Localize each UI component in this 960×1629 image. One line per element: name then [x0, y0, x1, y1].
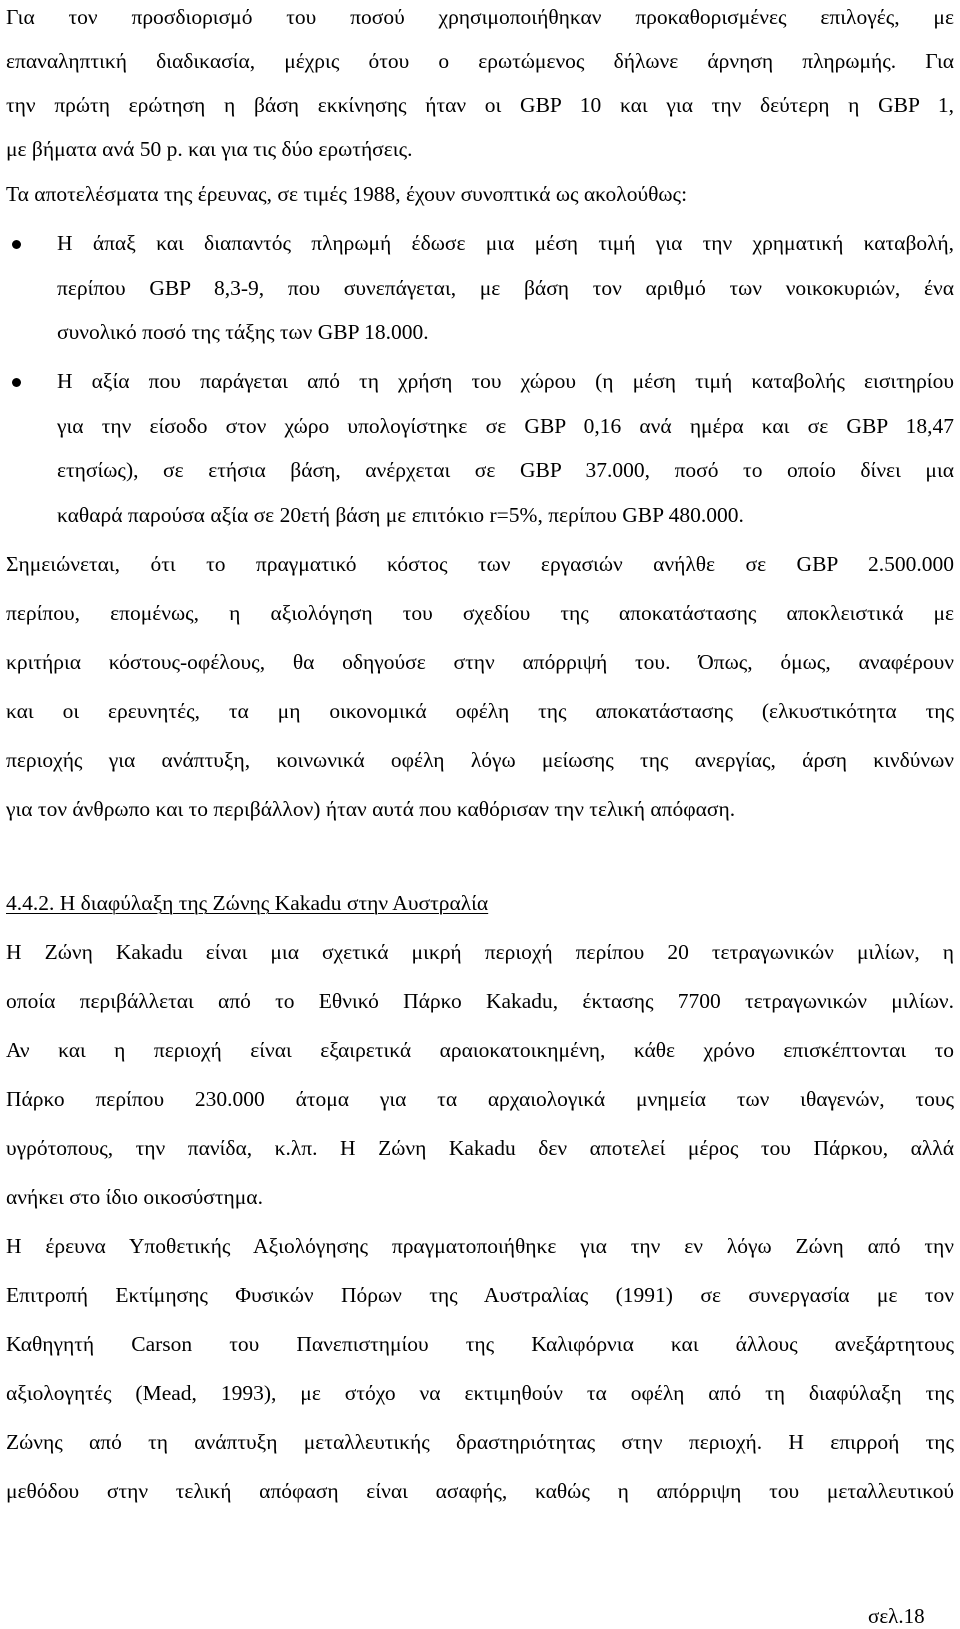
bullet-2-line-4: καθαρά παρούσα αξία σε 20ετή βάση με επιτόκιο r=5%, περίπου GBP 480.000. [57, 503, 744, 527]
paragraph-1-line-2: επαναληπτική διαδικασία, μέχρις ότου ο ερωτώμενος δήλωνε άρνηση πληρωμής. Για [6, 49, 954, 73]
bullet-icon [12, 240, 21, 249]
paragraph-2-line-5: περιοχής για ανάπτυξη, κοινωνικά οφέλη λόγω μείωσης της ανεργίας, άρση κινδύνων [6, 748, 954, 772]
section-heading: 4.4.2. Η διαφύλαξη της Ζώνης Kakadu στην Αυστραλία [6, 891, 489, 915]
bullet-2-line-2: για την είσοδο στον χώρο υπολογίστηκε σε GBP 0,16 ανά ημέρα και σε GBP 18,47 [57, 414, 954, 438]
bullet-1-line-1: Η άπαξ και διαπαντός πληρωμή έδωσε μια μέση τιμή για την χρηματική καταβολή, [57, 231, 954, 255]
paragraph-4-line-3: Καθηγητή Carson του Πανεπιστημίου της Καλιφόρνια και άλλους ανεξάρτητους [6, 1332, 954, 1356]
paragraph-2-line-6: για τον άνθρωπο και το περιβάλλον) ήταν αυτά που καθόρισαν την τελική απόφαση. [6, 797, 736, 821]
paragraph-2-line-4: και οι ερευνητές, τα μη οικονομικά οφέλη της αποκατάστασης (ελκυστικότητα της [6, 699, 954, 723]
bullet-1-line-3: συνολικό ποσό της τάξης των GBP 18.000. [57, 320, 429, 344]
results-intro: Τα αποτελέσματα της έρευνας, σε τιμές 1988, έχουν συνοπτικά ως ακολούθως: [6, 182, 688, 206]
paragraph-2-line-1: Σημειώνεται, ότι το πραγματικό κόστος των εργασιών ανήλθε σε GBP 2.500.000 [6, 552, 954, 576]
bullet-1-line-2: περίπου GBP 8,3-9, που συνεπάγεται, με βάση τον αριθμό των νοικοκυριών, ένα [57, 276, 954, 300]
paragraph-3-line-3: Αν και η περιοχή είναι εξαιρετικά αραιοκατοικημένη, κάθε χρόνο επισκέπτονται το [6, 1038, 954, 1062]
paragraph-1-line-4: με βήματα ανά 50 p. και για τις δύο ερωτήσεις. [6, 137, 413, 161]
paragraph-3-line-1: Η Ζώνη Kakadu είναι μια σχετικά μικρή περιοχή περίπου 20 τετραγωνικών μιλίων, η [6, 940, 954, 964]
paragraph-1-line-3: την πρώτη ερώτηση η βάση εκκίνησης ήταν οι GBP 10 και για την δεύτερη η GBP 1, [6, 93, 954, 117]
bullet-icon [12, 378, 21, 387]
paragraph-4-line-2: Επιτροπή Εκτίμησης Φυσικών Πόρων της Αυστραλίας (1991) σε συνεργασία με τον [6, 1283, 954, 1307]
paragraph-3-line-2: οποία περιβάλλεται από το Εθνικό Πάρκο Kakadu, έκτασης 7700 τετραγωνικών μιλίων. [6, 989, 954, 1013]
paragraph-3-line-5: υγρότοπους, την πανίδα, κ.λπ. Η Ζώνη Kakadu δεν αποτελεί μέρος του Πάρκου, αλλά [6, 1136, 954, 1160]
paragraph-4-line-1: Η έρευνα Υποθετικής Αξιολόγησης πραγματοποιήθηκε για την εν λόγω Ζώνη από την [6, 1234, 954, 1258]
paragraph-2-line-2: περίπου, επομένως, η αξιολόγηση του σχεδίου της αποκατάστασης αποκλειστικά με [6, 601, 954, 625]
paragraph-3-line-6: ανήκει στο ίδιο οικοσύστημα. [6, 1185, 263, 1209]
paragraph-4-line-6: μεθόδου στην τελική απόφαση είναι ασαφής, καθώς η απόρριψη του μεταλλευτικού [6, 1479, 954, 1503]
bullet-2-line-3: ετησίως), σε ετήσια βάση, ανέρχεται σε GBP 37.000, ποσό το οποίο δίνει μια [57, 458, 954, 482]
paragraph-1-line-1: Για τον προσδιορισμό του ποσού χρησιμοποιήθηκαν προκαθορισμένες επιλογές, με [6, 5, 954, 29]
paragraph-2-line-3: κριτήρια κόστους-οφέλους, θα οδηγούσε στην απόρριψή του. Όπως, όμως, αναφέρουν [6, 650, 954, 674]
page-number: σελ.18 [868, 1604, 925, 1628]
bullet-2-line-1: Η αξία που παράγεται από τη χρήση του χώρου (η μέση τιμή καταβολής εισιτηρίου [57, 369, 954, 393]
paragraph-4-line-4: αξιολογητές (Mead, 1993), με στόχο να εκτιμηθούν τα οφέλη από τη διαφύλαξη της [6, 1381, 954, 1405]
document-page [6, 0, 956, 1629]
paragraph-3-line-4: Πάρκο περίπου 230.000 άτομα για τα αρχαιολογικά μνημεία των ιθαγενών, τους [6, 1087, 954, 1111]
paragraph-4-line-5: Ζώνης από τη ανάπτυξη μεταλλευτικής δραστηριότητας στην περιοχή. Η επιρροή της [6, 1430, 954, 1454]
